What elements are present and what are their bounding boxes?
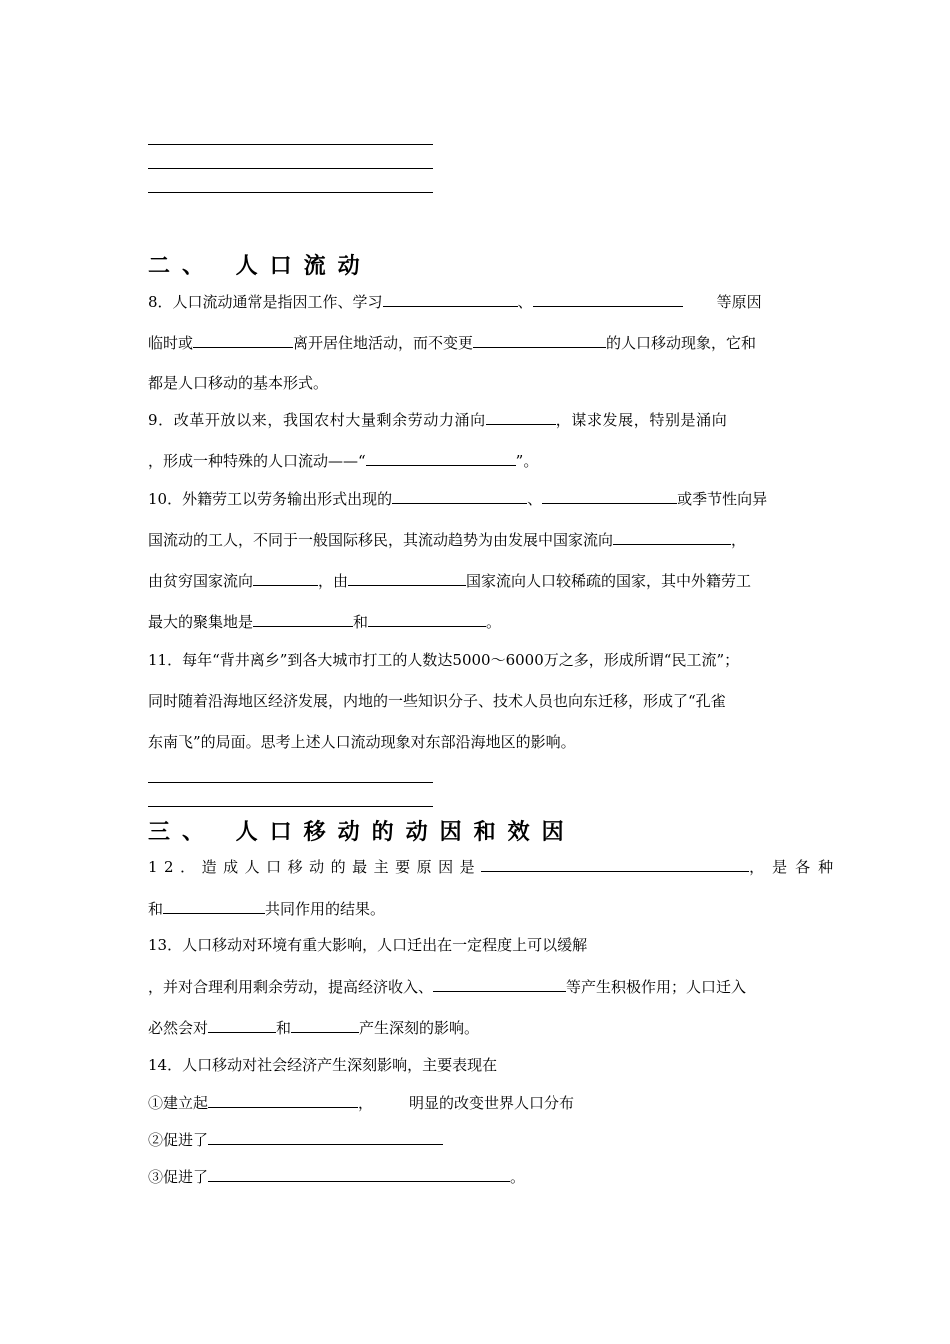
q10-text: 。 [486, 613, 502, 631]
q8-text: 的人口移动现象，它和 [606, 334, 757, 352]
q13-text: 和 [276, 1019, 292, 1037]
q10-text: 或季节性向异 [677, 490, 768, 508]
question-10-line-1 [148, 488, 767, 509]
question-8-line-3: 都是人口移动的基本形式。 [148, 374, 329, 392]
question-10-line-3 [148, 570, 751, 591]
q8-blank-1[interactable] [383, 291, 518, 307]
q10-blank-6[interactable] [253, 611, 353, 627]
q14-text: 明显的改变世界人口分布 [409, 1094, 575, 1112]
q8-text: 、 [517, 293, 533, 311]
q10-text: 最大的聚集地是 [148, 613, 254, 631]
question-14-item-3 [148, 1166, 525, 1187]
question-14-item-1 [148, 1092, 574, 1113]
q10-text: 10．外籍劳工以劳务输出形式出现的 [148, 490, 393, 508]
q9-text: ，谋求发展，特别是涌向 [555, 411, 728, 429]
question-11-line-2: 同时随着沿海地区经济发展，内地的一些知识分子、技术人员也向东迁移，形成了“孔雀 [148, 692, 726, 710]
q10-blank-1[interactable] [392, 488, 527, 504]
q9-text: ，形成一种特殊的人口流动——“ [148, 452, 366, 470]
question-8-line-1 [148, 291, 762, 312]
question-10-line-4 [148, 611, 501, 632]
q14-blank-2[interactable] [208, 1129, 443, 1145]
q10-blank-7[interactable] [368, 611, 486, 627]
question-13-line-3 [148, 1017, 479, 1038]
question-9-line-2 [148, 450, 538, 471]
q8-text: 等原因 [716, 293, 762, 311]
answer-line[interactable] [148, 782, 433, 783]
q12-text: 共同作用的结果。 [265, 900, 386, 918]
q10-text: 和 [353, 613, 369, 631]
q12-blank-1[interactable] [481, 856, 749, 872]
q14-text: ②促进了 [148, 1131, 209, 1149]
q10-text: ， [731, 531, 747, 549]
q10-text: 、 [527, 490, 543, 508]
q10-text: 国流动的工人，不同于一般国际移民，其流动趋势为由发展中国家流向 [148, 531, 614, 549]
q12-text: 和 [148, 900, 164, 918]
q13-blank-2[interactable] [208, 1017, 276, 1033]
q8-text: 离开居住地活动，而不变更 [293, 334, 474, 352]
question-8-line-2 [148, 332, 756, 353]
q12-text: 12．造成人口移动的最主要原因是 [148, 858, 482, 876]
q9-text: ”。 [515, 452, 539, 470]
q14-text: ③促进了 [148, 1168, 209, 1186]
q8-blank-2[interactable] [533, 291, 683, 307]
q13-text: 等产生积极作用；人口迁入 [566, 978, 747, 996]
question-12-line-2 [148, 898, 385, 919]
question-11-line-3: 东南飞”的局面。思考上述人口流动现象对东部沿海地区的影响。 [148, 733, 576, 751]
answer-line[interactable] [148, 168, 433, 169]
q8-text: 8．人口流动通常是指因工作、学习 [148, 293, 383, 311]
question-12-line-1 [148, 856, 841, 877]
q14-text: ①建立起 [148, 1094, 209, 1112]
q12-text: ，是各种 [749, 858, 842, 876]
q10-text: 国家流向人口较稀疏的国家，其中外籍劳工 [466, 572, 752, 590]
q10-blank-4[interactable] [253, 570, 318, 586]
question-13-line-1: 13．人口移动对环境有重大影响，人口迁出在一定程度上可以缓解 [148, 936, 588, 954]
section-heading-population-flow: 二、 人口流动 [148, 254, 372, 279]
answer-line[interactable] [148, 192, 433, 193]
q13-blank-1[interactable] [433, 976, 566, 992]
q13-text: 必然会对 [148, 1019, 209, 1037]
q14-text: 。 [510, 1168, 526, 1186]
answer-line[interactable] [148, 806, 433, 807]
section-heading-migration-causes: 三、 人口移动的动因和效因 [148, 820, 576, 845]
q9-text: 9．改革开放以来，我国农村大量剩余劳动力涌向 [148, 411, 486, 429]
question-14-item-2 [148, 1129, 443, 1150]
q13-text: ，并对合理利用剩余劳动，提高经济收入、 [148, 978, 434, 996]
q12-blank-2[interactable] [163, 898, 265, 914]
question-10-line-2 [148, 529, 746, 550]
q10-text: 由贫穷国家流向 [148, 572, 254, 590]
q14-blank-1[interactable] [208, 1092, 358, 1108]
q9-blank-2[interactable] [366, 450, 516, 466]
q10-text: ，由 [318, 572, 349, 590]
q14-text: ， [358, 1094, 374, 1112]
question-11-line-1: 11．每年“背井离乡”到各大城市打工的人数达5000～6000万之多，形成所谓“民工流”； [148, 651, 740, 669]
q8-blank-4[interactable] [473, 332, 606, 348]
q8-blank-3[interactable] [193, 332, 293, 348]
question-14-line-1: 14．人口移动对社会经济产生深刻影响，主要表现在 [148, 1056, 498, 1074]
answer-line[interactable] [148, 144, 433, 145]
question-9-line-1 [148, 409, 727, 430]
question-13-line-2 [148, 976, 746, 997]
q8-text: 临时或 [148, 334, 194, 352]
q9-blank-1[interactable] [486, 409, 556, 425]
q13-blank-3[interactable] [291, 1017, 359, 1033]
q10-blank-5[interactable] [348, 570, 466, 586]
q13-text: 产生深刻的影响。 [359, 1019, 480, 1037]
q10-blank-3[interactable] [613, 529, 731, 545]
q14-blank-3[interactable] [208, 1166, 510, 1182]
q10-blank-2[interactable] [542, 488, 677, 504]
